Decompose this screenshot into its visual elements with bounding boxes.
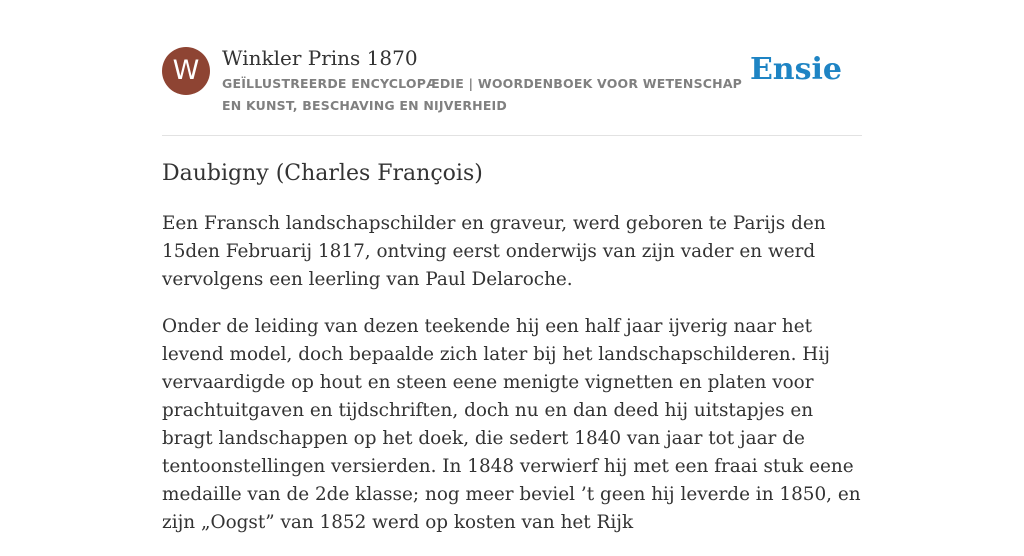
source-header bbox=[162, 46, 862, 136]
article-title: Daubigny (Charles François) bbox=[162, 161, 483, 186]
article-paragraph: Een Fransch landschapschilder en graveur, werd geboren te Parijs den 15den Februarij 1817, ontving eerst onderwijs van zijn vader en werd vervolgens een leerling van Paul Delaroche. bbox=[162, 213, 826, 290]
avatar[interactable]: W bbox=[162, 47, 210, 95]
source-subtitle: GEÏLLUSTREERDE ENCYCLOPÆDIE | WOORDENBOEK VOOR WETENSCHAP EN KUNST, BESCHAVING EN NIJVERHEID bbox=[222, 76, 743, 113]
article-paragraph: Onder de leiding van dezen teekende hij een half jaar ijverig naar het levend model, doch bepaalde zich later bij het landschapschilderen. Hij vervaardigde op hout en steen eene menigte vignetten en platen voor prachtuitgaven en tijdschriften, doch nu en dan deed hij uitstapjes en bragt landschappen op het doek, die sedert 1840 van jaar tot jaar de tentoonstellingen versierden. In 1848 verwierf hij met een fraai stuk eene medaille van de 2de klasse; nog meer beviel ’t geen hij leverde in 1850, en zijn „Oogst” van 1852 werd op kosten van het Rijk bbox=[162, 316, 861, 533]
article bbox=[162, 158, 862, 556]
ensie-logo[interactable]: Ensie bbox=[749, 52, 842, 87]
header-divider bbox=[162, 135, 862, 136]
source-title[interactable]: Winkler Prins 1870 bbox=[222, 46, 418, 70]
